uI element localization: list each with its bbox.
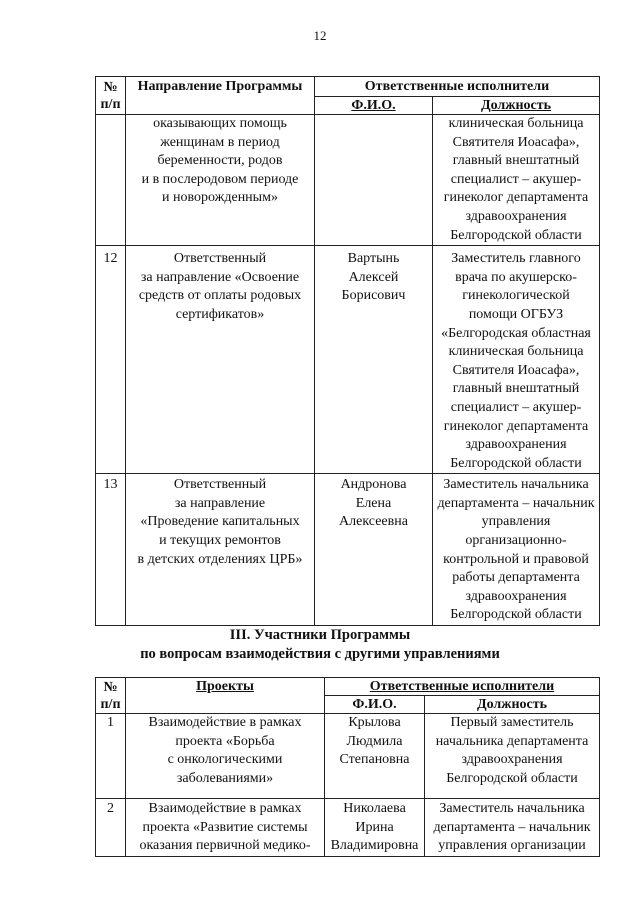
header-num: № п/п: [96, 678, 126, 714]
header-position: Должность: [425, 696, 600, 714]
table-row: [96, 246, 600, 474]
row-project: Взаимодействие в рамках проекта «Развитие системы оказания первичной медико-: [126, 799, 325, 857]
row-num: 2: [96, 799, 126, 857]
participants-table: [95, 677, 600, 857]
row-position: Заместитель начальника департамента – начальник управления организации: [425, 799, 600, 857]
header-responsible: Ответственные исполнители: [315, 77, 600, 97]
row-position: клиническая больница Святителя Иоасафа», главный внештатный специалист – акушер- гинеколог департамента здравоохранения Белгородской области: [433, 115, 600, 246]
section-subtitle: по вопросам взаимодействия с другими управлениями: [140, 646, 500, 662]
row-num: 12: [96, 246, 126, 474]
section-title: III. Участники Программы: [229, 627, 411, 643]
header-responsible: Ответственные исполнители: [325, 678, 600, 696]
header-fio: Ф.И.О.: [325, 696, 425, 714]
row-direction: Ответственный за направление «Освоение средств от оплаты родовых сертификатов»: [126, 246, 315, 474]
table-row: [96, 714, 600, 799]
header-fio: Ф.И.О.: [315, 97, 433, 115]
header-position: Должность: [433, 97, 600, 115]
page-number: 12: [313, 28, 327, 43]
table-row: [96, 474, 600, 626]
header-projects: Проекты: [126, 678, 325, 714]
row-fio: Крылова Людмила Степановна: [325, 714, 425, 799]
row-num: [96, 115, 126, 246]
row-position: Заместитель начальника департамента – начальник управления организационно- контрольной и правовой работы департамента здравоохранения Белгородской области: [433, 474, 600, 626]
row-num: 1: [96, 714, 126, 799]
row-position: Заместитель главного врача по акушерско- гинекологической помощи ОГБУЗ «Белгородская областная клиническая больница Святителя Иоасафа», главный внештатный специалист – акушер- гинеколог департамента здравоохранения Белгородской области: [433, 246, 600, 474]
row-project: Взаимодействие в рамках проекта «Борьба с онкологическими заболеваниями»: [126, 714, 325, 799]
row-position: Первый заместитель начальника департамента здравоохранения Белгородской области: [425, 714, 600, 799]
row-direction: Ответственный за направление «Проведение капитальных и текущих ремонтов в детских отделениях ЦРБ»: [126, 474, 315, 626]
row-num: 13: [96, 474, 126, 626]
row-fio: Андронова Елена Алексеевна: [315, 474, 433, 626]
row-fio: Николаева Ирина Владимировна: [325, 799, 425, 857]
responsible-table: [95, 76, 600, 626]
row-direction: оказывающих помощь женщинам в период беременности, родов и в послеродовом периоде и новорожденным»: [126, 115, 315, 246]
header-num: № п/п: [96, 77, 126, 115]
header-direction: Направление Программы: [126, 77, 315, 115]
table-row: [96, 115, 600, 246]
row-fio: [315, 115, 433, 246]
row-fio: Вартынь Алексей Борисович: [315, 246, 433, 474]
table-row: [96, 799, 600, 857]
